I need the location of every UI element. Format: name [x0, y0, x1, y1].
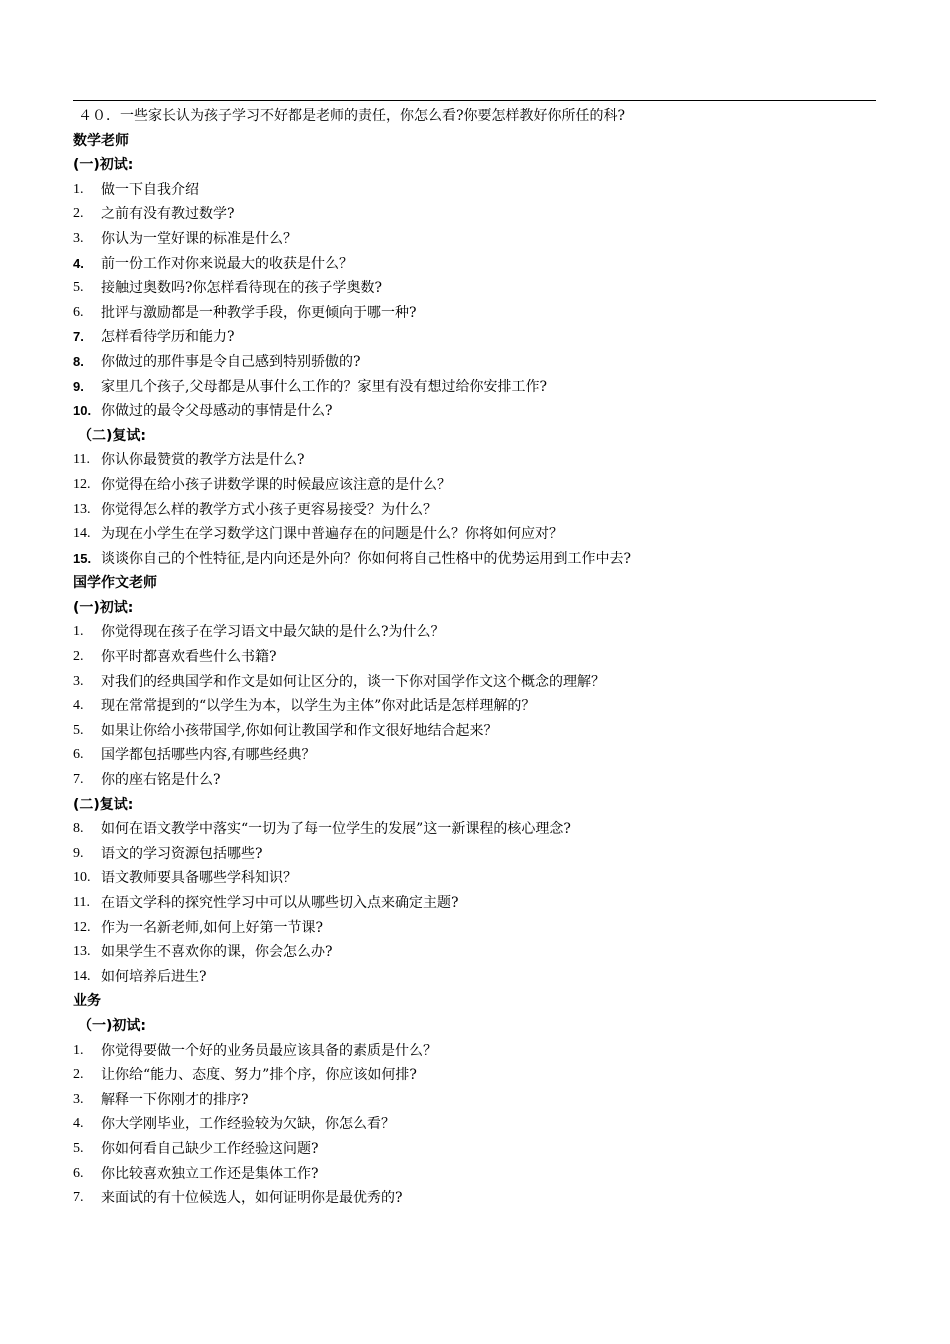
item-number: 4.: [73, 255, 84, 271]
list-item: [73, 473, 879, 498]
list-item: [73, 866, 879, 891]
item-text: 解释一下你刚才的排序?: [101, 1091, 249, 1108]
round-heading-math-first: (一)初试:: [73, 157, 134, 174]
list-item: [73, 768, 879, 793]
item-number: 1.: [73, 181, 84, 197]
round-heading-chinese-second: (二)复试:: [73, 796, 134, 813]
list-item: [73, 252, 879, 277]
list-item: [73, 448, 879, 473]
item-text: 在语文学科的探究性学习中可以从哪些切入点来确定主题?: [101, 895, 459, 911]
item-number: 6.: [73, 1165, 84, 1181]
item-text: 作为一名新老师,如何上好第一节课?: [101, 919, 323, 936]
item-number: 10.: [73, 403, 92, 419]
item-text: 你认为一堂好课的标准是什么？: [101, 230, 297, 247]
list-item: [73, 916, 879, 941]
item-text: 谈谈你自己的个性特征,是内向还是外向？你如何将自己性格中的优势运用到工作中去?: [101, 550, 631, 567]
item-text: 前一份工作对你来说最大的收获是什么？: [101, 255, 353, 272]
item-number: 4.: [73, 1116, 84, 1132]
list-item: [73, 399, 879, 424]
item-text: 你做过的最令父母感动的事情是什么?: [101, 403, 333, 420]
list-item: [73, 227, 879, 252]
item-number: 7.: [73, 329, 84, 345]
list-item: [73, 891, 879, 916]
list-item: [73, 694, 879, 719]
item-number: 15.: [73, 550, 92, 566]
list-item: [73, 522, 879, 547]
item-number: 9.: [73, 845, 84, 861]
intro-question: ４０．一些家长认为孩子学习不好都是老师的责任，你怎么看?你要怎样教好你所任的科?: [78, 108, 626, 124]
item-number: 7.: [73, 772, 84, 788]
item-text: 如何培养后进生?: [101, 968, 207, 985]
list-item: [73, 1088, 879, 1113]
item-number: 2.: [73, 206, 84, 222]
list-chinese-second: [73, 817, 879, 989]
section-title-business: 业务: [73, 993, 101, 1010]
item-text: 让你给“能力、态度、努力”排个序，你应该如何排?: [101, 1067, 417, 1084]
list-item: [73, 375, 879, 400]
item-text: 来面试的有十位候选人，如何证明你是最优秀的?: [101, 1190, 403, 1207]
document-body: [73, 104, 879, 1211]
item-text: 之前有没有教过数学?: [101, 206, 235, 223]
item-text: 家里几个孩子,父母都是从事什么工作的？家里有没有想过给你安排工作?: [101, 378, 547, 395]
item-number: 9.: [73, 378, 84, 394]
list-item: [73, 547, 879, 572]
item-text: 如果让你给小孩带国学,你如何让教国学和作文很好地结合起来？: [101, 722, 498, 739]
item-number: 2.: [73, 649, 84, 665]
round-heading-business-first: （一)初试:: [78, 1017, 146, 1034]
item-number: 7.: [73, 1190, 84, 1206]
item-number: 3.: [73, 1091, 84, 1107]
header-rule: [73, 100, 876, 101]
item-number: 5.: [73, 1140, 84, 1156]
item-text: 你大学刚毕业，工作经验较为欠缺，你怎么看？: [101, 1116, 395, 1133]
item-number: 13.: [73, 944, 91, 960]
item-number: 1.: [73, 1042, 84, 1058]
list-item: [73, 1039, 879, 1064]
item-number: 5.: [73, 722, 84, 738]
list-item: [73, 743, 879, 768]
section-title-chinese: 国学作文老师: [73, 575, 157, 592]
list-item: [73, 1063, 879, 1088]
item-text: 你觉得怎么样的教学方式小孩子更容易接受？为什么？: [101, 501, 437, 518]
item-number: 8.: [73, 821, 84, 837]
item-text: 你做过的那件事是令自己感到特别骄傲的?: [101, 353, 361, 370]
item-text: 你的座右铭是什么?: [101, 772, 221, 789]
item-number: 6.: [73, 304, 84, 320]
list-item: [73, 276, 879, 301]
item-text: 现在常常提到的“以学生为本，以学生为主体”你对此话是怎样理解的？: [101, 698, 536, 715]
list-item: [73, 178, 879, 203]
list-math-first: [73, 178, 879, 424]
item-text: 语文教师要具备哪些学科知识？: [101, 870, 297, 887]
item-number: 13.: [73, 501, 91, 517]
list-item: [73, 817, 879, 842]
item-text: 对我们的经典国学和作文是如何让区分的，谈一下你对国学作文这个概念的理解？: [101, 673, 605, 690]
item-text: 怎样看待学历和能力?: [101, 329, 235, 346]
round-heading-chinese-first: (一)初试:: [73, 599, 134, 616]
list-item: [73, 1112, 879, 1137]
list-chinese-first: [73, 620, 879, 792]
item-text: 你认你最赞赏的教学方法是什么?: [101, 452, 305, 469]
list-item: [73, 940, 879, 965]
item-number: 4.: [73, 698, 84, 714]
list-item: [73, 1137, 879, 1162]
item-number: 6.: [73, 747, 84, 763]
round-heading-math-second: （二)复试:: [78, 427, 146, 444]
list-item: [73, 965, 879, 990]
item-number: 3.: [73, 673, 84, 689]
list-item: [73, 1186, 879, 1211]
item-text: 如果学生不喜欢你的课，你会怎么办?: [101, 944, 333, 961]
item-text: 如何在语文教学中落实“一切为了每一位学生的发展”这一新课程的核心理念?: [101, 821, 571, 838]
item-number: 12.: [73, 476, 91, 492]
list-item: [73, 325, 879, 350]
item-number: 14.: [73, 968, 91, 984]
item-text: 你平时都喜欢看些什么书籍?: [101, 649, 277, 666]
item-number: 10.: [73, 870, 91, 886]
list-item: [73, 1162, 879, 1187]
item-text: 为现在小学生在学习数学这门课中普遍存在的问题是什么？你将如何应对？: [101, 526, 563, 543]
list-item: [73, 670, 879, 695]
item-number: 14.: [73, 526, 91, 542]
list-item: [73, 350, 879, 375]
item-text: 你觉得现在孩子在学习语文中最欠缺的是什么?为什么？: [101, 624, 445, 641]
list-item: [73, 719, 879, 744]
item-text: 做一下自我介绍: [101, 181, 199, 198]
item-number: 3.: [73, 230, 84, 246]
list-item: [73, 645, 879, 670]
list-math-second: [73, 448, 879, 571]
section-title-math: 数学老师: [73, 132, 129, 149]
item-number: 8.: [73, 353, 84, 369]
item-text: 你觉得要做一个好的业务员最应该具备的素质是什么？: [101, 1042, 437, 1059]
item-text: 你如何看自己缺少工作经验这问题?: [101, 1140, 319, 1157]
item-text: 你觉得在给小孩子讲数学课的时候最应该注意的是什么？: [101, 476, 451, 493]
item-text: 批评与激励都是一种教学手段，你更倾向于哪一种?: [101, 304, 417, 321]
item-text: 语文的学习资源包括哪些?: [101, 845, 263, 862]
item-number: 11.: [73, 452, 90, 468]
item-text: 接触过奥数吗?你怎样看待现在的孩子学奥数?: [101, 280, 383, 297]
item-text: 你比较喜欢独立工作还是集体工作?: [101, 1165, 319, 1182]
item-number: 1.: [73, 624, 84, 640]
item-number: 2.: [73, 1067, 84, 1083]
item-number: 12.: [73, 919, 91, 935]
item-number: 11.: [73, 895, 90, 910]
list-item: [73, 301, 879, 326]
list-item: [73, 498, 879, 523]
item-number: 5.: [73, 280, 84, 296]
list-item: [73, 620, 879, 645]
list-item: [73, 202, 879, 227]
item-text: 国学都包括哪些内容,有哪些经典？: [101, 747, 316, 764]
list-item: [73, 842, 879, 867]
list-business-first: [73, 1039, 879, 1211]
